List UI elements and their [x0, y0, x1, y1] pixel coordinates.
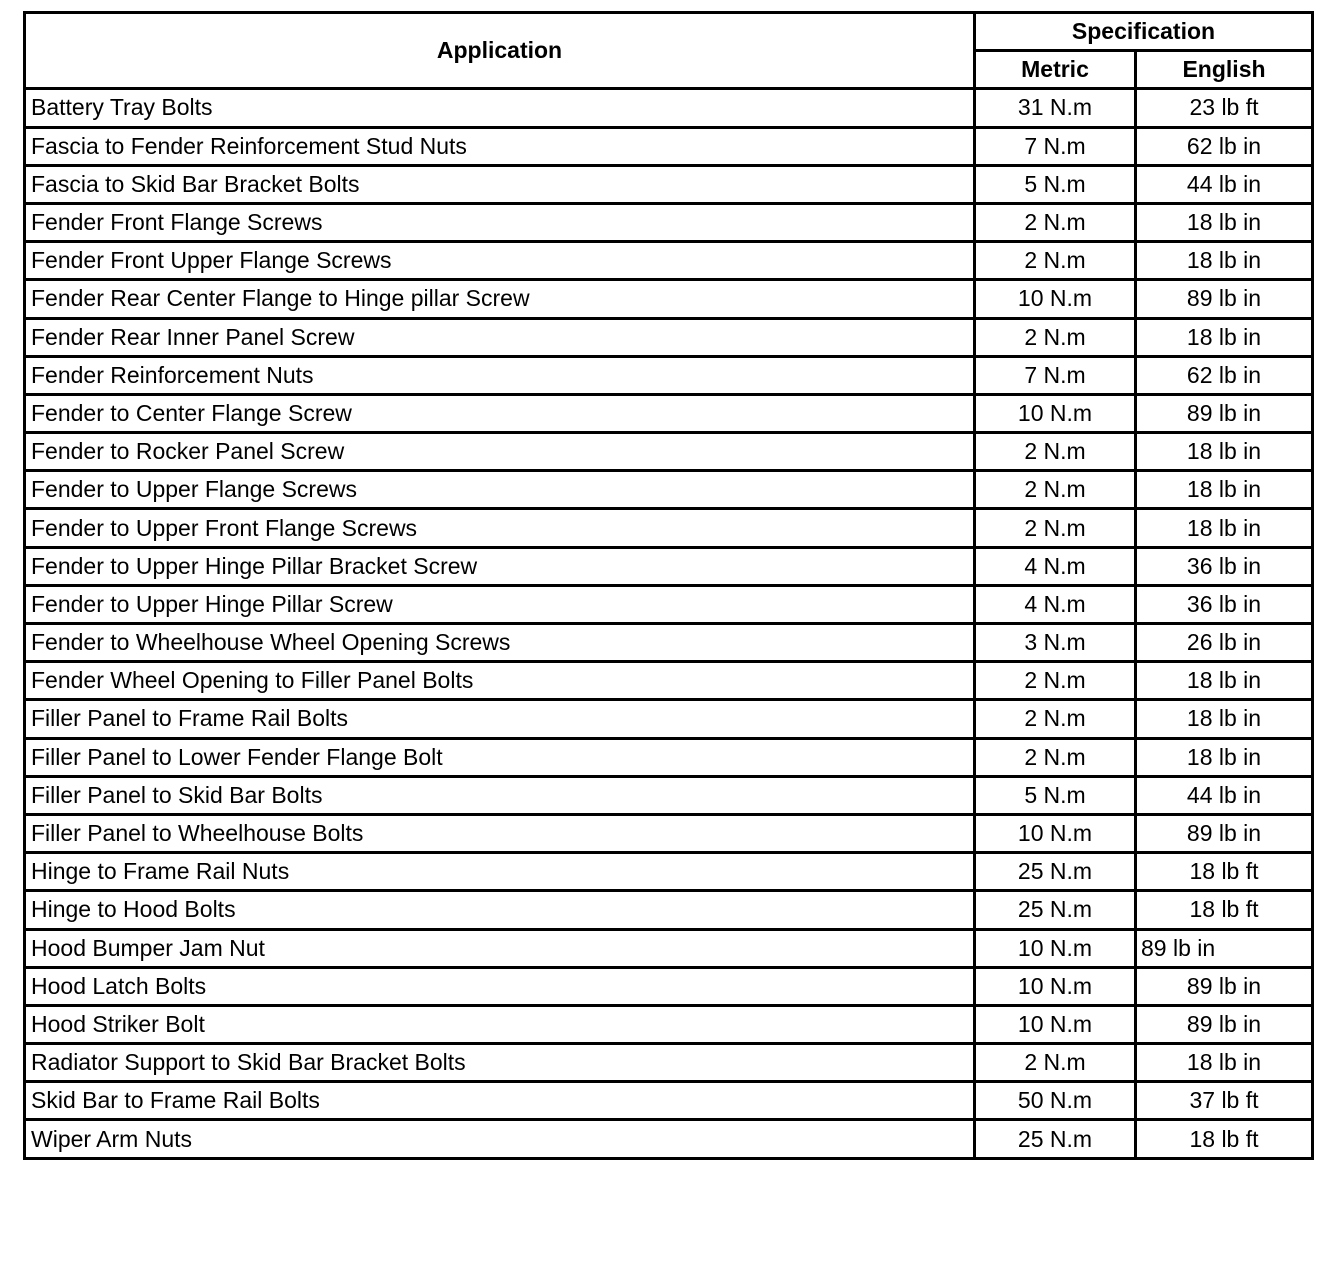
english-cell: 18 lb in	[1136, 242, 1313, 280]
application-cell: Fender to Upper Flange Screws	[25, 471, 975, 509]
application-cell: Filler Panel to Lower Fender Flange Bolt	[25, 738, 975, 776]
application-cell: Fender Front Upper Flange Screws	[25, 242, 975, 280]
english-cell: 18 lb in	[1136, 433, 1313, 471]
english-cell: 62 lb in	[1136, 356, 1313, 394]
application-header: Application	[25, 13, 975, 89]
table-row	[25, 471, 1313, 509]
metric-cell: 10 N.m	[975, 814, 1136, 852]
english-cell: 36 lb in	[1136, 585, 1313, 623]
torque-spec-table	[23, 11, 1314, 1160]
english-cell: 18 lb in	[1136, 203, 1313, 241]
table-row	[25, 814, 1313, 852]
table-row	[25, 1082, 1313, 1120]
application-cell: Filler Panel to Wheelhouse Bolts	[25, 814, 975, 852]
metric-cell: 7 N.m	[975, 356, 1136, 394]
application-cell: Fender Rear Inner Panel Screw	[25, 318, 975, 356]
english-cell: 18 lb in	[1136, 700, 1313, 738]
english-cell: 23 lb ft	[1136, 89, 1313, 127]
english-cell: 18 lb in	[1136, 738, 1313, 776]
application-cell: Fender Reinforcement Nuts	[25, 356, 975, 394]
english-cell: 44 lb in	[1136, 165, 1313, 203]
table-row	[25, 776, 1313, 814]
table-row	[25, 929, 1313, 967]
english-cell: 89 lb in	[1136, 1005, 1313, 1043]
metric-cell: 25 N.m	[975, 853, 1136, 891]
application-cell: Battery Tray Bolts	[25, 89, 975, 127]
metric-cell: 10 N.m	[975, 280, 1136, 318]
english-cell: 18 lb in	[1136, 662, 1313, 700]
metric-cell: 25 N.m	[975, 891, 1136, 929]
english-header: English	[1136, 51, 1313, 89]
application-cell: Fender Wheel Opening to Filler Panel Bolts	[25, 662, 975, 700]
table-row	[25, 165, 1313, 203]
metric-cell: 2 N.m	[975, 509, 1136, 547]
application-cell: Hinge to Hood Bolts	[25, 891, 975, 929]
header-row	[25, 13, 1313, 51]
english-cell: 18 lb in	[1136, 318, 1313, 356]
table-row	[25, 853, 1313, 891]
application-cell: Fender to Rocker Panel Screw	[25, 433, 975, 471]
application-cell: Fender Front Flange Screws	[25, 203, 975, 241]
application-cell: Hood Striker Bolt	[25, 1005, 975, 1043]
metric-cell: 2 N.m	[975, 738, 1136, 776]
english-cell: 89 lb in	[1136, 280, 1313, 318]
table-row	[25, 700, 1313, 738]
metric-cell: 50 N.m	[975, 1082, 1136, 1120]
application-cell: Fascia to Skid Bar Bracket Bolts	[25, 165, 975, 203]
table-row	[25, 509, 1313, 547]
application-cell: Radiator Support to Skid Bar Bracket Bolts	[25, 1044, 975, 1082]
english-cell: 89 lb in	[1136, 929, 1313, 967]
table-row	[25, 203, 1313, 241]
english-cell: 89 lb in	[1136, 394, 1313, 432]
application-cell: Fender to Wheelhouse Wheel Opening Screws	[25, 624, 975, 662]
metric-cell: 31 N.m	[975, 89, 1136, 127]
metric-cell: 7 N.m	[975, 127, 1136, 165]
specification-header: Specification	[975, 13, 1313, 51]
metric-cell: 10 N.m	[975, 929, 1136, 967]
english-cell: 18 lb in	[1136, 509, 1313, 547]
application-cell: Skid Bar to Frame Rail Bolts	[25, 1082, 975, 1120]
table-body	[25, 89, 1313, 1158]
metric-cell: 4 N.m	[975, 585, 1136, 623]
metric-header: Metric	[975, 51, 1136, 89]
metric-cell: 2 N.m	[975, 662, 1136, 700]
application-cell: Filler Panel to Frame Rail Bolts	[25, 700, 975, 738]
metric-cell: 2 N.m	[975, 318, 1136, 356]
table-row	[25, 433, 1313, 471]
application-cell: Filler Panel to Skid Bar Bolts	[25, 776, 975, 814]
english-cell: 62 lb in	[1136, 127, 1313, 165]
table-row	[25, 662, 1313, 700]
english-cell: 89 lb in	[1136, 967, 1313, 1005]
application-cell: Fender to Upper Hinge Pillar Bracket Screw	[25, 547, 975, 585]
metric-cell: 2 N.m	[975, 1044, 1136, 1082]
application-cell: Wiper Arm Nuts	[25, 1120, 975, 1158]
application-cell: Fender to Upper Front Flange Screws	[25, 509, 975, 547]
application-cell: Fascia to Fender Reinforcement Stud Nuts	[25, 127, 975, 165]
english-cell: 18 lb in	[1136, 1044, 1313, 1082]
table-row	[25, 356, 1313, 394]
application-cell: Hood Latch Bolts	[25, 967, 975, 1005]
table-row	[25, 394, 1313, 432]
metric-cell: 5 N.m	[975, 776, 1136, 814]
metric-cell: 2 N.m	[975, 242, 1136, 280]
english-cell: 18 lb in	[1136, 471, 1313, 509]
table-row	[25, 242, 1313, 280]
table-row	[25, 547, 1313, 585]
metric-cell: 2 N.m	[975, 700, 1136, 738]
table-row	[25, 624, 1313, 662]
metric-cell: 4 N.m	[975, 547, 1136, 585]
table-row	[25, 1044, 1313, 1082]
english-cell: 18 lb ft	[1136, 891, 1313, 929]
metric-cell: 10 N.m	[975, 967, 1136, 1005]
application-cell: Hood Bumper Jam Nut	[25, 929, 975, 967]
table-row	[25, 891, 1313, 929]
metric-cell: 3 N.m	[975, 624, 1136, 662]
application-cell: Fender to Center Flange Screw	[25, 394, 975, 432]
metric-cell: 10 N.m	[975, 394, 1136, 432]
table-row	[25, 738, 1313, 776]
table-row	[25, 1005, 1313, 1043]
application-cell: Hinge to Frame Rail Nuts	[25, 853, 975, 891]
table-row	[25, 967, 1313, 1005]
table-row	[25, 1120, 1313, 1158]
english-cell: 44 lb in	[1136, 776, 1313, 814]
table-row	[25, 318, 1313, 356]
english-cell: 37 lb ft	[1136, 1082, 1313, 1120]
metric-cell: 10 N.m	[975, 1005, 1136, 1043]
metric-cell: 25 N.m	[975, 1120, 1136, 1158]
english-cell: 18 lb ft	[1136, 853, 1313, 891]
metric-cell: 5 N.m	[975, 165, 1136, 203]
metric-cell: 2 N.m	[975, 433, 1136, 471]
application-cell: Fender to Upper Hinge Pillar Screw	[25, 585, 975, 623]
english-cell: 26 lb in	[1136, 624, 1313, 662]
application-cell: Fender Rear Center Flange to Hinge pillar Screw	[25, 280, 975, 318]
english-cell: 36 lb in	[1136, 547, 1313, 585]
metric-cell: 2 N.m	[975, 471, 1136, 509]
table-row	[25, 585, 1313, 623]
table-row	[25, 127, 1313, 165]
english-cell: 89 lb in	[1136, 814, 1313, 852]
english-cell: 18 lb ft	[1136, 1120, 1313, 1158]
table-row	[25, 280, 1313, 318]
metric-cell: 2 N.m	[975, 203, 1136, 241]
table-row	[25, 89, 1313, 127]
